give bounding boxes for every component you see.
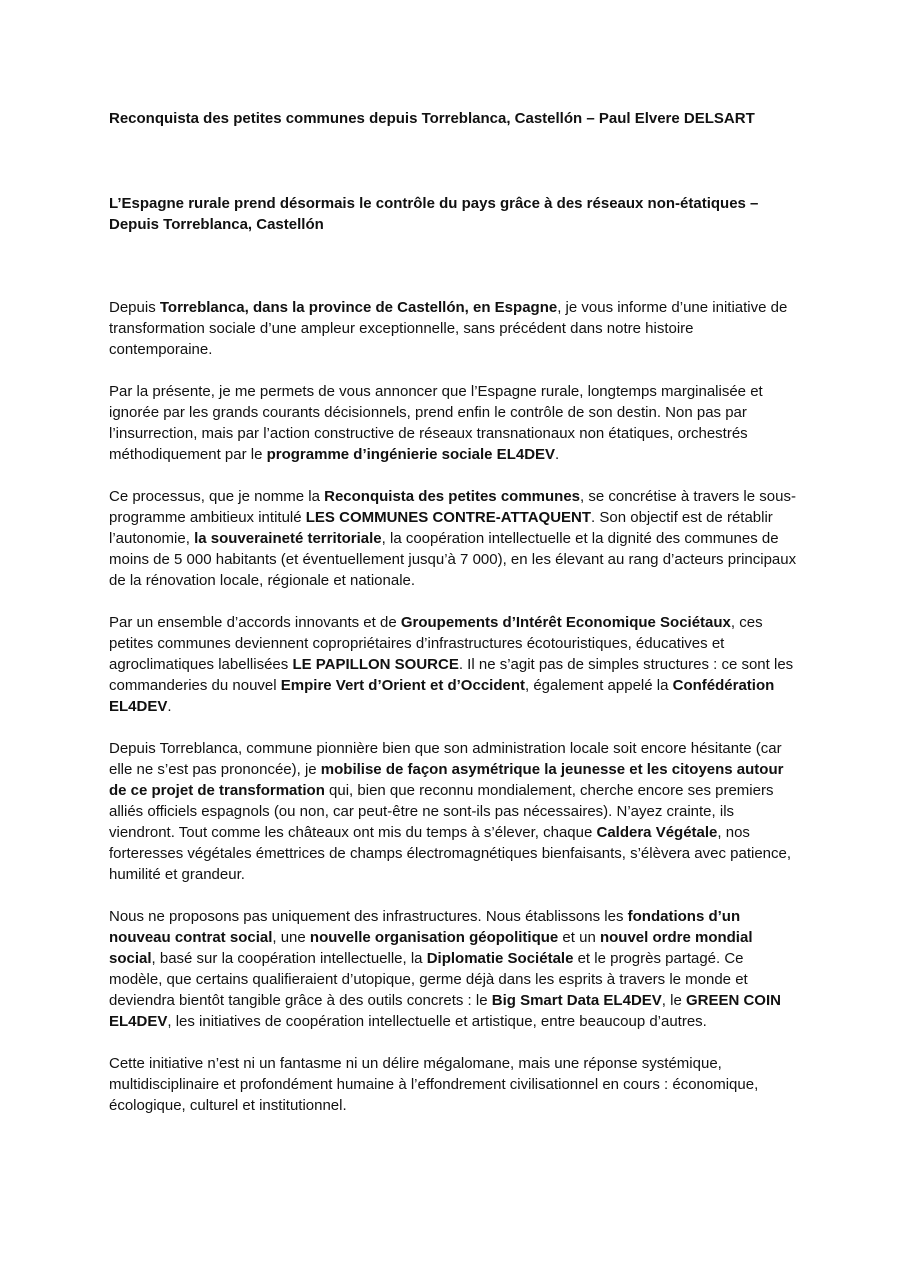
bold-text: Big Smart Data EL4DEV: [491, 992, 662, 1009]
text-run: Par un ensemble d’accords innovants et de: [109, 614, 401, 631]
bold-text: LE PAPILLON SOURCE: [292, 656, 459, 673]
paragraph: [109, 297, 799, 360]
text-run: et le progrès partagé. Ce modèle, que certains qualifieraient d’utopique, germe déjà dans les esprits à travers le monde et deviendra bientôt tangible grâce à des outils concrets : le: [109, 950, 748, 1009]
text-run: et un: [558, 929, 600, 946]
text-run: Nous ne proposons pas uniquement des infrastructures. Nous établissons les: [109, 908, 628, 925]
text-run: .: [167, 698, 172, 715]
text-run: , également appelé la: [525, 677, 673, 694]
paragraph: [109, 486, 799, 591]
bold-text: fondations d’un nouveau contrat social: [109, 908, 741, 946]
document-subtitle: L’Espagne rurale prend désormais le contrôle du pays grâce à des réseaux non-étatiques – Depuis Torreblanca, Castellón: [109, 195, 759, 233]
bold-text: nouvel ordre mondial social: [109, 929, 753, 967]
text-run: .: [555, 446, 560, 463]
bold-text: mobilise de façon asymétrique la jeunesse et les citoyens autour de ce projet de transformation: [109, 761, 784, 799]
document-title: Reconquista des petites communes depuis Torreblanca, Castellón – Paul Elvere DELSART: [109, 110, 755, 127]
text-run: , ces petites communes deviennent copropriétaires d’infrastructures écotouristiques, éducatives et agroclimatiques labellisées: [109, 614, 763, 673]
text-run: , la coopération intellectuelle et la dignité des communes de moins de 5 000 habitants (et éventuellement jusqu’à 7 000), en les élevant au rang d’acteurs principaux de la rénovation locale, régionale et nationale.: [109, 530, 797, 589]
bold-text: Groupements d’Intérêt Economique Sociétaux: [400, 614, 731, 631]
text-run: , je vous informe d’une initiative de transformation sociale d’une ampleur exceptionnelle, sans précédent dans notre histoire contemporaine.: [109, 299, 788, 358]
paragraph: [109, 906, 799, 1032]
text-run: , basé sur la coopération intellectuelle, la: [151, 950, 427, 967]
paragraph: [109, 612, 799, 717]
bold-text: GREEN COIN EL4DEV: [109, 992, 781, 1030]
text-run: Depuis Torreblanca, commune pionnière bien que son administration locale soit encore hésitante (car elle ne s’est pas prononcée), je: [109, 740, 782, 778]
text-run: Par la présente, je me permets de vous annoncer que l’Espagne rurale, longtemps marginalisée et ignorée par les grands courants décisionnels, prend enfin le contrôle de son destin. Non pas par l’insurrection, mais par l’action constructive de réseaux transnationaux non étatiques, orchestrés méthodiquement par le: [109, 383, 763, 463]
bold-text: Confédération EL4DEV: [109, 677, 775, 715]
paragraph: [109, 1053, 799, 1116]
bold-text: la souveraineté territoriale: [194, 530, 382, 547]
bold-text: Torreblanca, dans la province de Castellón, en Espagne: [159, 299, 558, 316]
text-run: . Il ne s’agit pas de simples structures : ce sont les commanderies du nouvel: [109, 656, 794, 694]
text-run: , le: [661, 992, 686, 1009]
text-run: , une: [272, 929, 310, 946]
text-run: , se concrétise à travers le sous-programme ambitieux intitulé: [109, 488, 796, 526]
document-body: [109, 297, 799, 1137]
bold-text: Caldera Végétale: [596, 824, 718, 841]
paragraph: [109, 738, 799, 885]
text-run: , les initiatives de coopération intellectuelle et artistique, entre beaucoup d’autres.: [167, 1013, 707, 1030]
bold-text: programme d’ingénierie sociale EL4DEV: [266, 446, 556, 463]
bold-text: Empire Vert d’Orient et d’Occident: [280, 677, 525, 694]
text-run: Cette initiative n’est ni un fantasme ni un délire mégalomane, mais une réponse systémique, multidisciplinaire et profondément humaine à l’effondrement civilisationnel en cours : économique, écologique, culturel et institutionnel.: [109, 1055, 759, 1114]
bold-text: nouvelle organisation géopolitique: [309, 929, 559, 946]
bold-text: Diplomatie Sociétale: [426, 950, 574, 967]
text-run: Depuis: [109, 299, 160, 316]
text-run: qui, bien que reconnu mondialement, cherche encore ses premiers alliés officiels espagnols (ou non, car peut-être ne sont-ils pas nécessaires). N’ayez crainte, ils viendront. Tout comme les châteaux ont mis du temps à s’élever, chaque: [109, 782, 774, 841]
bold-text: Reconquista des petites communes: [324, 488, 581, 505]
text-run: , nos forteresses végétales émettrices de champs électromagnétiques bienfaisants, s’élèvera avec patience, humilité et grandeur.: [109, 824, 792, 883]
paragraph: [109, 381, 799, 465]
text-run: Ce processus, que je nomme la: [109, 488, 325, 505]
text-run: . Son objectif est de rétablir l’autonomie,: [109, 509, 773, 547]
bold-text: LES COMMUNES CONTRE-ATTAQUENT: [305, 509, 592, 526]
